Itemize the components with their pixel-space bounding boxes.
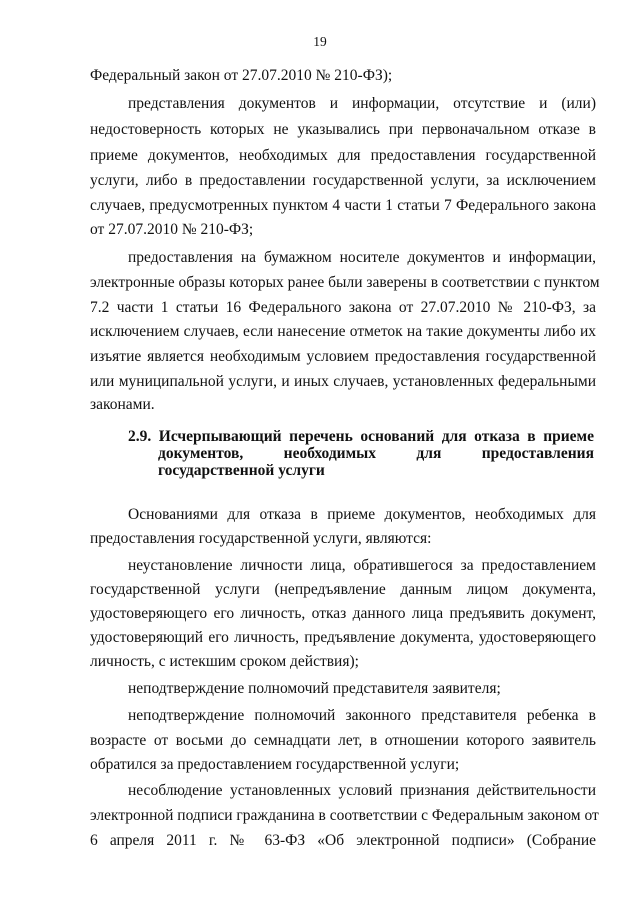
body-line: или муниципальной услуги, и иных случаев, установленных федеральными [90,373,596,390]
section-line: неподтверждение полномочий представителя заявителя; [128,680,501,697]
section-line: удостоверяющего его личность, отказ данного лица предъявить документ, [90,605,596,622]
section-heading-line: государственной услуги [158,462,325,479]
page-number: 19 [313,34,327,49]
body-line: изъятие является необходимым условием предоставления государственной [90,348,596,365]
body-line: Федеральный закон от 27.07.2010 № 210-ФЗ); [90,67,393,84]
body-line: недостоверность которых не указывались при первоначальном отказе в [90,121,596,138]
body-line: 7.2 части 1 статьи 16 Федерального закона от 27.07.2010 № 210-ФЗ, за [90,299,596,316]
section-line: удостоверяющий его личность, предъявление документа, удостоверяющего [90,629,596,646]
body-line: предоставления на бумажном носителе документов и информации, [128,249,596,266]
section-heading-line: 2.9. Исчерпывающий перечень оснований для отказа в приеме [128,428,594,445]
section-line: несоблюдение установленных условий признания действительности [128,782,596,799]
section-line: 6 апреля 2011 г. № 63-ФЗ «Об электронной подписи» (Собрание [90,832,596,849]
section-line: государственной услуги (непредъявление данным лицом документа, [90,581,596,598]
body-line: приеме документов, необходимых для предоставления государственной [90,147,596,164]
section-heading-line: документов, необходимых для предоставления [158,445,594,462]
body-line: от 27.07.2010 № 210-ФЗ; [90,221,254,238]
body-line: законами. [90,396,155,413]
body-line: электронные образы которых ранее были заверены в соответствии с пунктом [90,274,600,291]
section-line: обратился за предоставлением государственной услуги; [90,756,460,773]
section-line: неустановление личности лица, обратившегося за предоставлением [128,557,596,574]
section-line: неподтверждение полномочий законного представителя ребенка в [128,707,596,724]
section-line: предоставления государственной услуги, являются: [90,530,432,547]
body-line: услуги, либо в предоставлении государственной услуги, за исключением [90,172,596,189]
section-line: личность, с истекшим сроком действия); [90,653,359,670]
section-line: Основаниями для отказа в приеме документов, необходимых для [128,506,596,523]
section-line: возрасте от восьми до семнадцати лет, в отношении которого заявитель [90,732,596,749]
section-line: электронной подписи гражданина в соответствии с Федеральным законом от [90,807,599,824]
body-line: представления документов и информации, отсутствие и (или) [128,95,596,112]
body-line: исключением случаев, если нанесение отметок на такие документы либо их [90,323,596,340]
body-line: случаев, предусмотренных пунктом 4 части 1 статьи 7 Федерального закона [90,197,596,214]
